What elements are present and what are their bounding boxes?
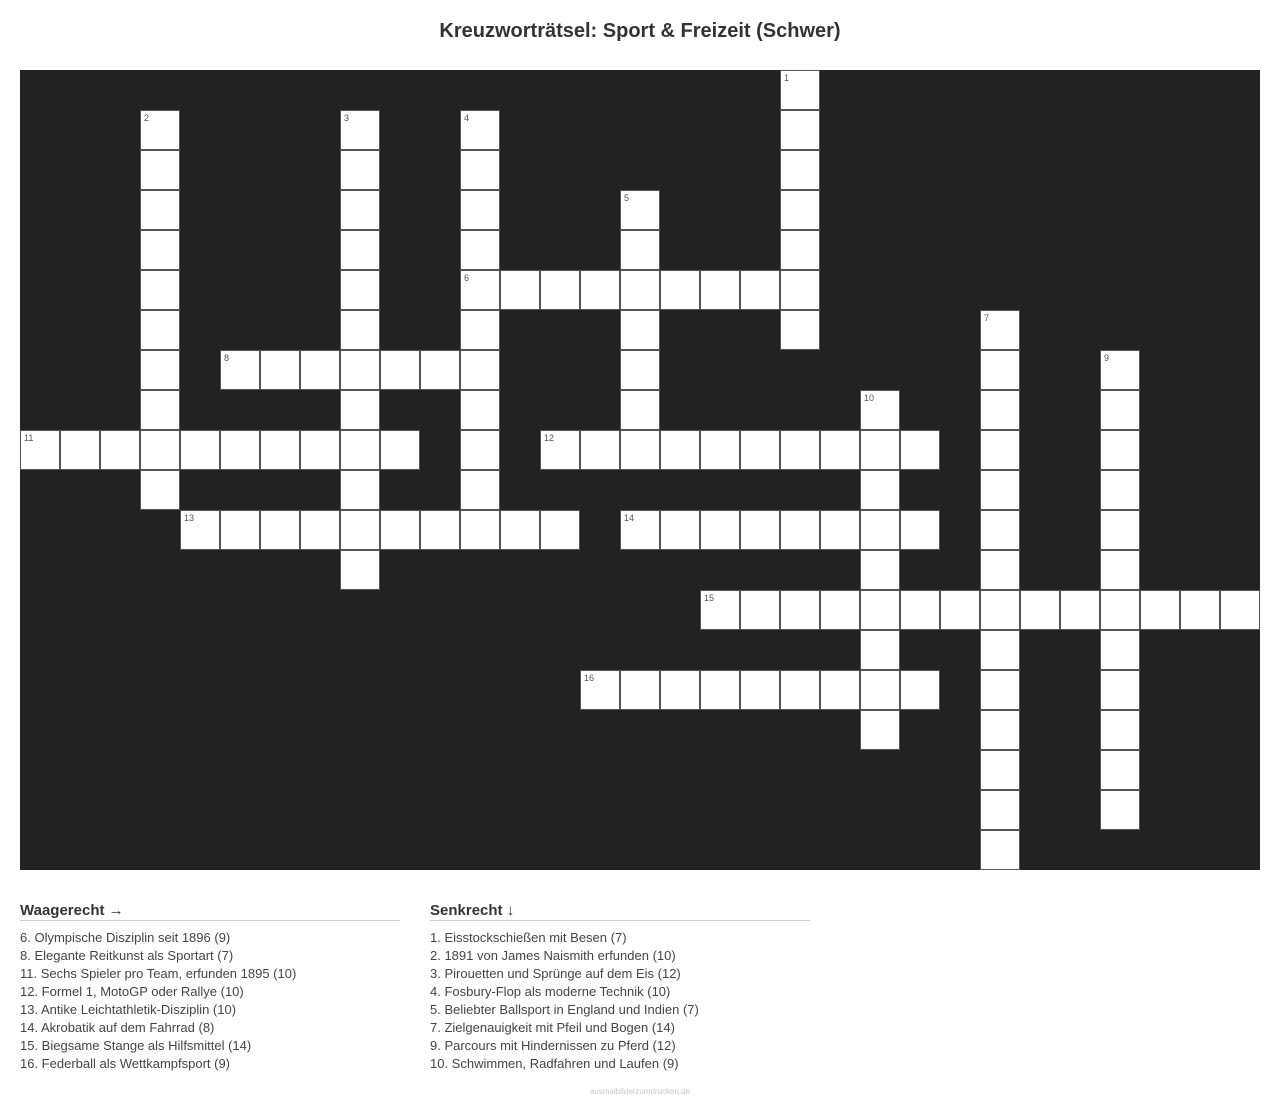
grid-cell[interactable] [220,430,260,470]
clue-item: 9. Parcours mit Hindernissen zu Pferd (12) [430,1038,676,1053]
grid-cell[interactable] [540,430,580,470]
grid-cell[interactable] [340,550,380,590]
grid-cell[interactable] [860,550,900,590]
grid-cell[interactable] [180,430,220,470]
grid-cell[interactable] [620,430,660,470]
grid-cell[interactable] [460,310,500,350]
grid-cell[interactable] [1100,630,1140,670]
grid-cell[interactable] [660,510,700,550]
grid-cell[interactable] [620,270,660,310]
clue-item: 5. Beliebter Ballsport in England und Indien (7) [430,1002,699,1017]
crossword-grid [20,70,1260,870]
grid-cell[interactable] [140,230,180,270]
grid-cell[interactable] [700,590,740,630]
grid-cell[interactable] [620,190,660,230]
page-title: Kreuzworträtsel: Sport & Freizeit (Schwer) [439,20,841,42]
grid-cell[interactable] [740,270,780,310]
grid-cell[interactable] [460,430,500,470]
grid-cell[interactable] [460,110,500,150]
grid-cell[interactable] [340,110,380,150]
grid-cell[interactable] [660,430,700,470]
across-clue-list [20,929,400,1073]
grid-cell[interactable] [740,430,780,470]
grid-cell[interactable] [860,470,900,510]
grid-cell[interactable] [540,510,580,550]
grid-cell[interactable] [1020,590,1060,630]
grid-cell[interactable] [180,510,220,550]
grid-cell[interactable] [860,390,900,430]
grid-cell[interactable] [980,430,1020,470]
grid-cell[interactable] [460,470,500,510]
grid-cell[interactable] [980,510,1020,550]
grid-cell[interactable] [620,230,660,270]
grid-cell[interactable] [780,190,820,230]
grid-cell[interactable] [980,790,1020,830]
grid-cell[interactable] [980,670,1020,710]
across-heading: Waagerecht → [20,902,400,921]
grid-cell[interactable] [1180,590,1220,630]
grid-cell[interactable] [1100,350,1140,390]
grid-cell[interactable] [260,430,300,470]
grid-cell[interactable] [460,510,500,550]
grid-cell[interactable] [780,110,820,150]
grid-cell[interactable] [300,430,340,470]
cell-number: 3 [344,113,350,123]
grid-cell[interactable] [340,470,380,510]
grid-cell[interactable] [220,510,260,550]
grid-cell[interactable] [980,310,1020,350]
grid-cell[interactable] [460,350,500,390]
grid-cell[interactable] [140,190,180,230]
cell-number: 12 [544,433,555,443]
grid-cell[interactable] [620,390,660,430]
grid-cell[interactable] [420,510,460,550]
grid-cell[interactable] [340,270,380,310]
grid-cell[interactable] [140,350,180,390]
grid-cell[interactable] [780,430,820,470]
grid-cell[interactable] [700,510,740,550]
footer-credit: ausmalbilderzumdrucken.de [589,1087,691,1096]
grid-cell[interactable] [940,590,980,630]
grid-cell[interactable] [860,430,900,470]
cell-number: 14 [624,513,635,523]
grid-cell[interactable] [820,590,860,630]
grid-cell[interactable] [860,510,900,550]
grid-cell[interactable] [460,230,500,270]
down-clues [430,902,810,1073]
grid-cell[interactable] [340,390,380,430]
grid-cell[interactable] [60,430,100,470]
grid-cell[interactable] [740,590,780,630]
across-clues [20,902,400,1073]
grid-cell[interactable] [540,270,580,310]
grid-cell[interactable] [980,710,1020,750]
grid-cell[interactable] [140,270,180,310]
grid-cell[interactable] [620,310,660,350]
grid-cell[interactable] [780,670,820,710]
grid-cell[interactable] [340,230,380,270]
grid-cell[interactable] [1100,510,1140,550]
clue-item: 11. Sechs Spieler pro Team, erfunden 1895 (10) [20,966,297,981]
grid-cell[interactable] [420,350,460,390]
cell-number: 15 [704,593,715,603]
grid-cell[interactable] [460,390,500,430]
cell-number: 13 [184,513,195,523]
grid-cell[interactable] [300,350,340,390]
cell-number: 8 [224,353,230,363]
grid-cell[interactable] [460,270,500,310]
grid-cell[interactable] [500,510,540,550]
grid-cell[interactable] [980,830,1020,870]
grid-cell[interactable] [140,110,180,150]
grid-cell[interactable] [980,590,1020,630]
grid-cell[interactable] [500,270,540,310]
grid-cell[interactable] [980,350,1020,390]
grid-cell[interactable] [1100,750,1140,790]
grid-cell[interactable] [460,190,500,230]
grid-cell[interactable] [780,150,820,190]
cell-number: 10 [864,393,875,403]
grid-cell[interactable] [300,510,340,550]
cell-number: 5 [624,193,630,203]
grid-cell[interactable] [20,430,60,470]
cell-number: 1 [784,73,790,83]
grid-cell[interactable] [980,390,1020,430]
grid-cell[interactable] [780,230,820,270]
grid-cell[interactable] [900,590,940,630]
grid-cell[interactable] [260,510,300,550]
grid-cell[interactable] [700,670,740,710]
grid-cell[interactable] [780,70,820,110]
grid-cell[interactable] [620,510,660,550]
clue-item: 3. Pirouetten und Sprünge auf dem Eis (12) [430,966,681,981]
grid-cell[interactable] [1100,590,1140,630]
grid-cell[interactable] [340,310,380,350]
grid-cell[interactable] [260,350,300,390]
grid-cell[interactable] [1100,790,1140,830]
clue-item: 2. 1891 von James Naismith erfunden (10) [430,948,676,963]
grid-cell[interactable] [1100,390,1140,430]
grid-cell[interactable] [580,670,620,710]
clue-item: 12. Formel 1, MotoGP oder Rallye (10) [20,984,244,999]
grid-cell[interactable] [580,270,620,310]
grid-cell[interactable] [340,190,380,230]
cell-number: 2 [144,113,150,123]
cell-number: 7 [984,313,990,323]
grid-cell[interactable] [780,590,820,630]
grid-cell[interactable] [740,510,780,550]
grid-cell[interactable] [740,670,780,710]
grid-cell[interactable] [100,430,140,470]
grid-cell[interactable] [780,510,820,550]
cell-number: 11 [24,433,34,443]
grid-cell[interactable] [340,430,380,470]
grid-cell[interactable] [700,270,740,310]
clue-item: 14. Akrobatik auf dem Fahrrad (8) [20,1020,215,1035]
grid-cell[interactable] [380,350,420,390]
grid-cell[interactable] [660,670,700,710]
clue-item: 7. Zielgenauigkeit mit Pfeil und Bogen (14) [430,1020,675,1035]
grid-cell[interactable] [1100,710,1140,750]
grid-cell[interactable] [1100,670,1140,710]
grid-cell[interactable] [1100,430,1140,470]
grid-cell[interactable] [860,710,900,750]
grid-cell[interactable] [780,310,820,350]
grid-cell[interactable] [820,510,860,550]
grid-cell[interactable] [860,590,900,630]
grid-cell[interactable] [1060,590,1100,630]
grid-cell[interactable] [980,630,1020,670]
clue-item: 10. Schwimmen, Radfahren und Laufen (9) [430,1056,679,1071]
grid-cell[interactable] [660,270,700,310]
grid-cell[interactable] [860,670,900,710]
grid-cell[interactable] [980,550,1020,590]
clue-item: 1. Eisstockschießen mit Besen (7) [430,930,627,945]
grid-cell[interactable] [820,670,860,710]
clue-item: 15. Biegsame Stange als Hilfsmittel (14) [20,1038,252,1053]
grid-cell[interactable] [820,430,860,470]
down-clue-list [430,929,810,1073]
cell-number: 9 [1104,353,1110,363]
grid-cell[interactable] [1100,470,1140,510]
grid-cell[interactable] [140,150,180,190]
grid-cell[interactable] [780,270,820,310]
grid-cell[interactable] [1140,590,1180,630]
grid-cell[interactable] [340,510,380,550]
clue-item: 8. Elegante Reitkunst als Sportart (7) [20,948,234,963]
grid-cell[interactable] [340,150,380,190]
grid-cell[interactable] [340,350,380,390]
grid-cell[interactable] [700,430,740,470]
clue-item: 13. Antike Leichtathletik-Disziplin (10) [20,1002,237,1017]
cell-number: 4 [464,113,470,123]
grid-cell[interactable] [140,390,180,430]
clue-item: 6. Olympische Disziplin seit 1896 (9) [20,930,231,945]
cell-number: 6 [464,273,470,283]
cell-number: 16 [584,673,595,683]
grid-cell[interactable] [460,150,500,190]
grid-cell[interactable] [1220,590,1260,630]
grid-cell[interactable] [860,630,900,670]
grid-cell[interactable] [980,470,1020,510]
grid-cell[interactable] [140,470,180,510]
grid-cell[interactable] [380,510,420,550]
grid-cell[interactable] [620,350,660,390]
grid-cell[interactable] [900,670,940,710]
grid-cell[interactable] [220,350,260,390]
down-heading: Senkrecht ↓ [430,902,810,921]
grid-cell[interactable] [980,750,1020,790]
grid-cell[interactable] [140,310,180,350]
grid-cell[interactable] [900,430,940,470]
clue-item: 16. Federball als Wettkampfsport (9) [20,1056,231,1071]
grid-cell[interactable] [580,430,620,470]
grid-cell[interactable] [1100,550,1140,590]
grid-cell[interactable] [900,510,940,550]
clue-item: 4. Fosbury-Flop als moderne Technik (10) [430,984,671,999]
grid-cell[interactable] [140,430,180,470]
grid-cell[interactable] [380,430,420,470]
grid-cell[interactable] [620,670,660,710]
